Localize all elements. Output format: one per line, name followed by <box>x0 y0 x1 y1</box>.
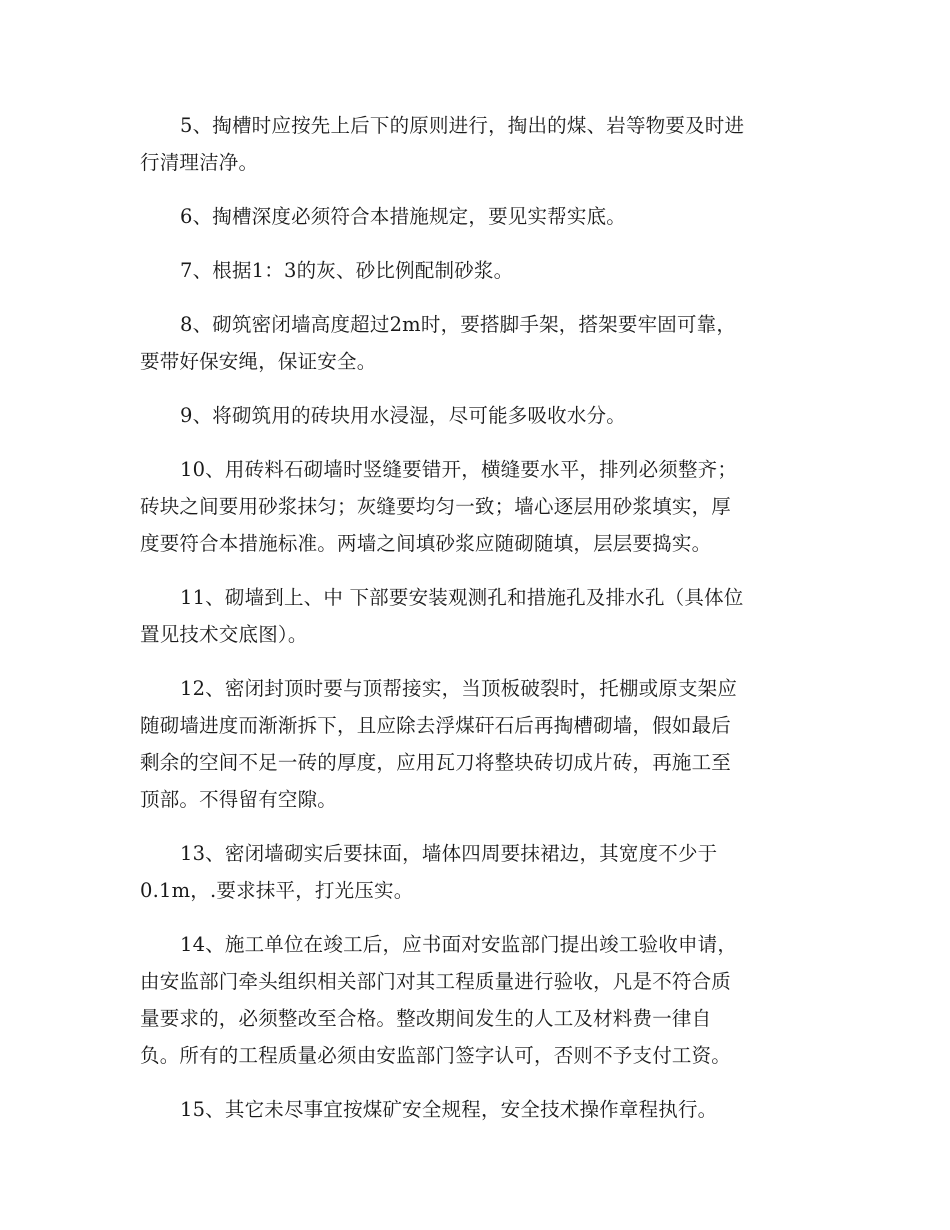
text-line: 10、用砖料石砌墙时竖缝要错开，横缝要水平，排列必须整齐； <box>179 458 738 481</box>
text-line: 负。所有的工程质量必须由安监部门签字认可，否则不予支付工资。 <box>140 1044 732 1067</box>
paragraph-item-13 <box>140 835 810 909</box>
paragraph-item-10 <box>140 451 810 562</box>
text-line: 顶部。不得留有空隙。 <box>140 788 338 811</box>
paragraph-item-8 <box>140 306 810 380</box>
paragraph-item-15 <box>140 1091 810 1128</box>
paragraph-item-6 <box>140 198 810 235</box>
text-line: 量要求的，必须整改至合格。整改期间发生的人工及材料费一律自 <box>140 1007 712 1030</box>
paragraph-item-5 <box>140 107 810 181</box>
text-line: 置见技术交底图）。 <box>140 623 308 646</box>
text-line: 要带好保安绳，保证安全。 <box>140 350 377 373</box>
text-line: 由安监部门牵头组织相关部门对其工程质量进行验收，凡是不符合质 <box>140 970 732 993</box>
text-line: 度要符合本措施标准。两墙之间填砂浆应随砌随填，层层要捣实。 <box>140 532 712 555</box>
text-line: 8、砌筑密闭墙高度超过2m时，要搭脚手架，搭架要牢固可靠， <box>179 313 737 336</box>
paragraph-item-9 <box>140 397 810 434</box>
text-line: 14、施工单位在竣工后，应书面对安监部门提出竣工验收申请， <box>179 933 738 956</box>
text-line: 12、密闭封顶时要与顶帮接实，当顶板破裂时，托棚或原支架应 <box>179 677 738 700</box>
paragraph-item-11 <box>140 579 810 653</box>
text-line: 11、砌墙到上、中 下部要安装观测孔和措施孔及排水孔（具体位 <box>179 586 744 609</box>
text-line: 砖块之间要用砂浆抹匀；灰缝要均匀一致；墙心逐层用砂浆填实，厚 <box>140 495 732 518</box>
text-line: 剩余的空间不足一砖的厚度，应用瓦刀将整块砖切成片砖，再施工至 <box>140 751 732 774</box>
text-line: 9、将砌筑用的砖块用水浸湿，尽可能多吸收水分。 <box>179 404 626 427</box>
paragraph-item-7 <box>140 252 810 289</box>
paragraph-item-14 <box>140 926 810 1074</box>
text-line: 6、掏槽深度必须符合本措施规定，要见实帮实底。 <box>179 205 626 228</box>
text-line: 13、密闭墙砌实后要抹面，墙体四周要抹裙边，其宽度不少于 <box>179 842 718 865</box>
document-body <box>140 107 810 1145</box>
text-line: 行清理洁净。 <box>140 151 259 174</box>
text-line: 15、其它未尽事宜按煤矿安全规程，安全技术操作章程执行。 <box>179 1098 718 1121</box>
text-line: 0.1m，.要求抹平，打光压实。 <box>140 879 414 902</box>
paragraph-item-12 <box>140 670 810 818</box>
text-line: 7、根据1：3的灰、砂比例配制砂浆。 <box>179 259 514 282</box>
text-line: 随砌墙进度而渐渐拆下，且应除去浮煤矸石后再掏槽砌墙，假如最后 <box>140 714 732 737</box>
text-line: 5、掏槽时应按先上后下的原则进行，掏出的煤、岩等物要及时进 <box>179 114 745 137</box>
